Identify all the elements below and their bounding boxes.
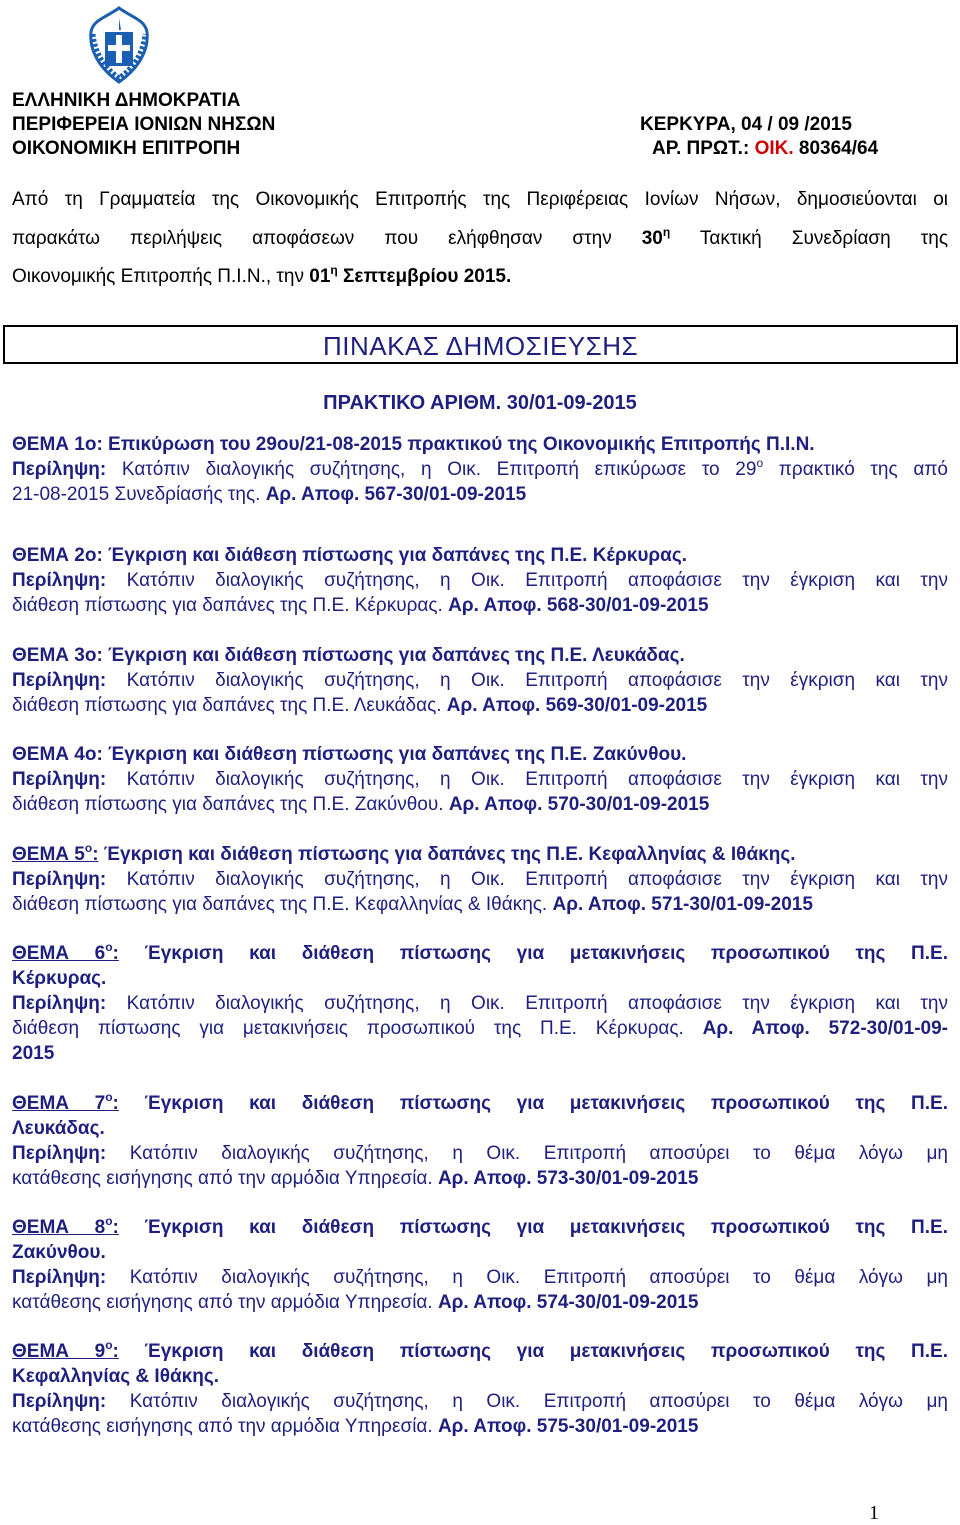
header-line-3 xyxy=(12,137,948,160)
minutes-number: ΠΡΑΚΤΙΚΟ ΑΡΙΘΜ. 30/01-09-2015 xyxy=(323,392,637,414)
table-title: ΠΙΝΑΚΑΣ ΔΗΜΟΣΙΕΥΣΗΣ xyxy=(322,331,639,361)
subject-1 xyxy=(12,432,948,507)
committee-label: ΟΙΚΟΝΟΜΙΚΗ ΕΠΙΤΡΟΠΗ xyxy=(12,138,241,159)
intro-line-1: Από τη Γραμματεία της Οικονομικής Επιτροπής της Περιφέρειας Ιονίων Νήσων, δημοσιεύονται οι xyxy=(12,189,948,210)
country-label: ΕΛΛΗΝΙΚΗ ΔΗΜΟΚΡΑΤΙΑ xyxy=(12,90,241,111)
subject-8: ΘΕΜΑ $8^o$: Έγκριση και διάθεση πίστωσης για μετακινήσεις προσωπικού της Π.Ε. Ζακύνθου. Περίληψη: Κατόπιν διαλογικής συζήτησης, η Οικ. Επιτροπή αποσύρει το θέμα λόγω μη κατάθεσης εισήγησης από την αρμόδια Υπηρεσία. Αρ. Αποφ. 574-30/01-09-2015 xyxy=(12,1215,948,1313)
subject-1-summary: Περίληψη: Κατόπιν διαλογικής συζήτησης, η Οικ. Επιτροπή επικύρωσε το $29^o$ πρακτικό της από xyxy=(12,457,948,480)
subject-7: ΘΕΜΑ $7^o$: Έγκριση και διάθεση πίστωσης για μετακινήσεις προσωπικού της Π.Ε. Λευκάδας. Περίληψη: Κατόπιν διαλογικής συζήτησης, η Οικ. Επιτροπή αποσύρει το θέμα λόγω μη κατάθεσης εισήγησης από την αρμόδια Υπηρεσία. Αρ. Αποφ. 573-30/01-09-2015 xyxy=(12,1091,948,1189)
subject-3: ΘΕΜΑ 3ο: Έγκριση και διάθεση πίστωσης για δαπάνες της Π.Ε. Λευκάδας. Περίληψη: Κατόπιν διαλογικής συζήτησης, η Οικ. Επιτροπή αποφάσισε την έγκριση και την διάθεση πίστωσης για δαπάνες της Π.Ε. Λευκάδας. Αρ. Αποφ. 569-30/01-09-2015 xyxy=(12,645,948,716)
page-number: 1 xyxy=(869,1502,879,1524)
header-line-2 xyxy=(12,113,948,136)
subject-1-decision: 21-08-2015 Συνεδρίασής της. Αρ. Αποφ. 567-30/01-09-2015 xyxy=(12,484,527,505)
greek-state-emblem-icon xyxy=(85,4,153,84)
subject-9: ΘΕΜΑ $9^o$: Έγκριση και διάθεση πίστωσης για μετακινήσεις προσωπικού της Π.Ε. Κεφαλληνίας & Ιθάκης. Περίληψη: Κατόπιν διαλογικής συζήτησης, η Οικ. Επιτροπή αποσύρει το θέμα λόγω μη κατάθεσης εισήγησης από την αρμόδια Υπηρεσία. Αρ. Αποφ. 575-30/01-09-2015 xyxy=(12,1339,948,1437)
region-label: ΠΕΡΙΦΕΡΕΙΑ ΙΟΝΙΩΝ ΝΗΣΩΝ xyxy=(12,114,276,135)
subject-2: ΘΕΜΑ 2ο: Έγκριση και διάθεση πίστωσης για δαπάνες της Π.Ε. Κέρκυρας. Περίληψη: Κατόπιν διαλογικής συζήτησης, η Οικ. Επιτροπή αποφάσισε την έγκριση και την διάθεση πίστωσης για δαπάνες της Π.Ε. Κέρκυρας. Αρ. Αποφ. 568-30/01-09-2015 xyxy=(12,545,948,616)
subject-6: ΘΕΜΑ $6^o$: Έγκριση και διάθεση πίστωσης για μετακινήσεις προσωπικού της Π.Ε. Κέρκυρας. Περίληψη: Κατόπιν διαλογικής συζήτησης, η Οικ. Επιτροπή αποφάσισε την έγκριση και την διάθεση πίστωσης για μετακινήσεις προσωπικού της Π.Ε. Κέρκυρας. Αρ. Αποφ. 572-30/01-09- 2015 xyxy=(12,941,948,1064)
place-date: ΚΕΡΚΥΡΑ, 04 / 09 /2015 xyxy=(640,114,852,135)
intro-line-3: Οικονομικής Επιτροπής Π.Ι.Ν., την $01^\eta$ Σεπτεμβρίου 2015. xyxy=(12,263,512,287)
subject-4: ΘΕΜΑ 4ο: Έγκριση και διάθεση πίστωσης για δαπάνες της Π.Ε. Ζακύνθου. Περίληψη: Κατόπιν διαλογικής συζήτησης, η Οικ. Επιτροπή αποφάσισε την έγκριση και την διάθεση πίστωσης για δαπάνες της Π.Ε. Ζακύνθου. Αρ. Αποφ. 570-30/01-09-2015 xyxy=(12,744,948,815)
intro-line-2: παρακάτω περιλήψεις αποφάσεων που ελήφθησαν στην $30^\eta$ Τακτική Συνεδρίαση της xyxy=(12,225,948,249)
header-line-1 xyxy=(12,89,948,112)
publication-table-box xyxy=(3,325,958,364)
protocol-number: ΑΡ. ΠΡΩΤ.: ΟΙΚ. 80364/64 xyxy=(652,138,879,159)
subject-5: ΘΕΜΑ $5^o$: Έγκριση και διάθεση πίστωσης για δαπάνες της Π.Ε. Κεφαλληνίας & Ιθάκης. Περίληψη: Κατόπιν διαλογικής συζήτησης, η Οικ. Επιτροπή αποφάσισε την έγκριση και την διάθεση πίστωσης για δαπάνες της Π.Ε. Κεφαλληνίας & Ιθάκης. Αρ. Αποφ. 571-30/01-09-2015 xyxy=(12,842,948,915)
subject-1-title: ΘΕΜΑ 1ο: Επικύρωση του 29ου/21-08-2015 πρακτικού της Οικονομικής Επιτροπής Π.Ι.Ν. xyxy=(12,434,815,455)
